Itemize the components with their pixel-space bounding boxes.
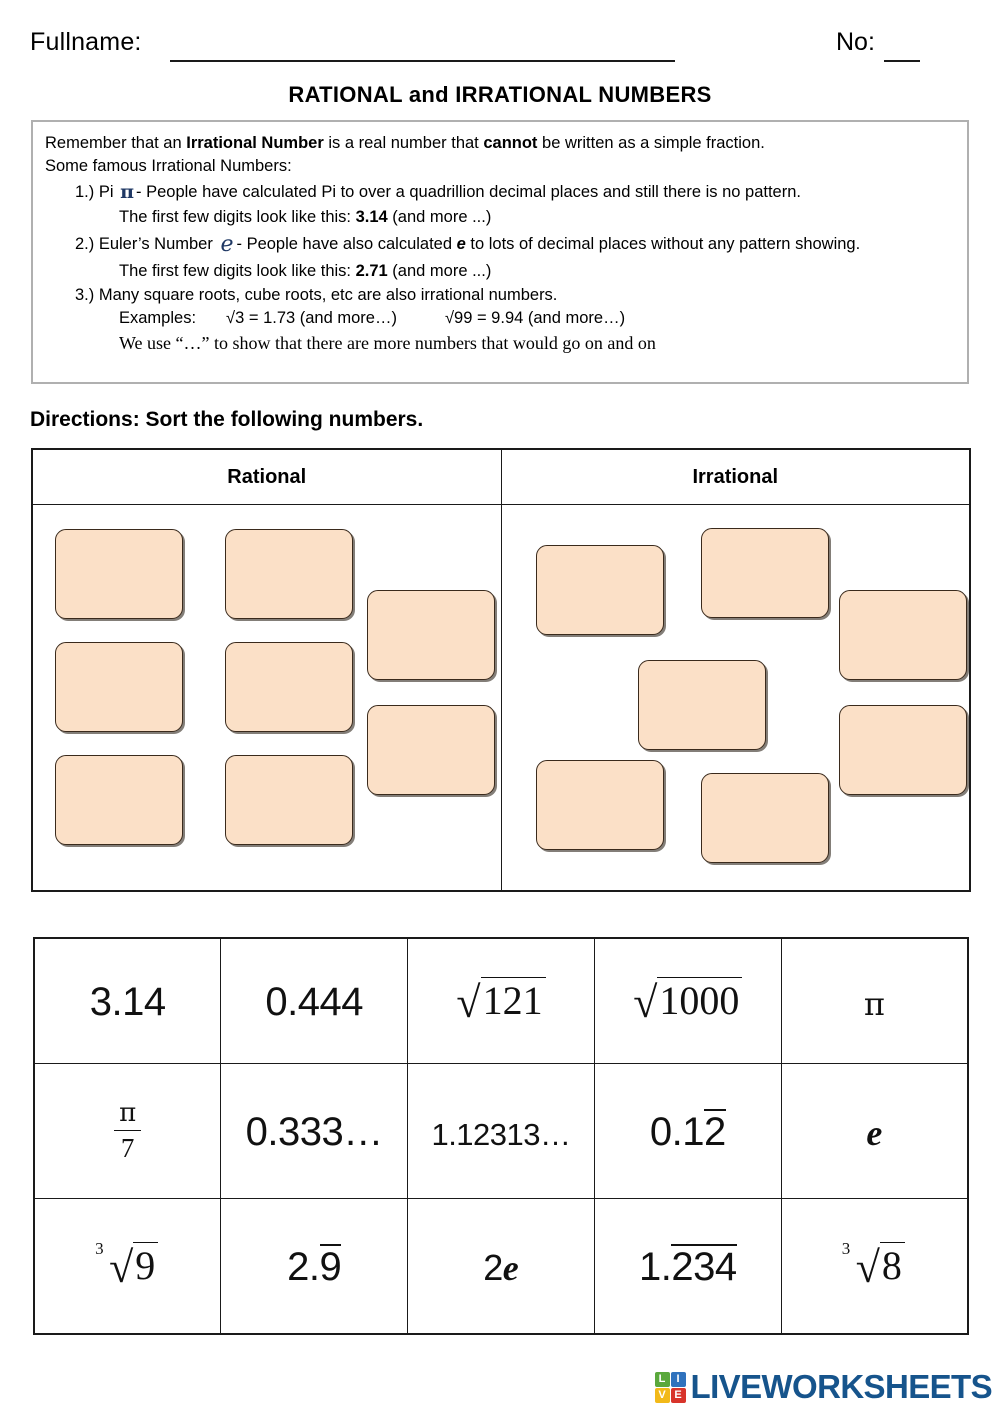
info-item-2-sub — [45, 260, 955, 283]
number-value: 1000 — [657, 977, 742, 1021]
info-line-1-part-e: be written as a simple fraction. — [537, 134, 765, 152]
numbers-table — [33, 937, 969, 1335]
number-tile[interactable] — [221, 1199, 408, 1335]
drop-zone-rational[interactable] — [225, 755, 353, 845]
table-row — [34, 1064, 968, 1199]
drop-zone-rational[interactable] — [55, 529, 183, 619]
cube-root-icon: 3 √9 — [97, 1242, 158, 1290]
column-header-rational: Rational — [33, 450, 502, 505]
repeating-decimal — [639, 1244, 737, 1287]
number-value: 8 — [880, 1242, 905, 1286]
number-tile[interactable] — [221, 1064, 408, 1199]
logo-squares-icon — [655, 1372, 686, 1403]
coefficient: 2 — [483, 1246, 503, 1288]
fraction-numerator: π — [119, 1097, 137, 1128]
info-item-1-sub-a: The first few digits look like this: — [119, 207, 356, 226]
info-item-3-note: We use “…” to show that there are more numbers that would go on and on — [119, 332, 656, 353]
info-item-2 — [45, 229, 955, 260]
drop-zone-rational[interactable] — [55, 642, 183, 732]
info-item-3-examples — [45, 307, 955, 330]
drop-zone-irrational[interactable] — [701, 773, 829, 863]
logo-square-e: E — [671, 1388, 686, 1403]
info-line-1-emphasis: cannot — [483, 134, 538, 152]
number-tile[interactable] — [408, 1199, 595, 1335]
decimal-prefix: 2. — [287, 1244, 320, 1289]
info-item-2-text-a: - People have also calculated — [236, 235, 457, 254]
info-line-1 — [45, 132, 955, 155]
number-tile[interactable] — [34, 1064, 221, 1199]
sort-table-header — [33, 450, 969, 505]
drop-zone-rational[interactable] — [55, 755, 183, 845]
number-tile[interactable] — [408, 938, 595, 1064]
repeating-decimal — [287, 1244, 341, 1287]
number-value: 1.12313… — [431, 1116, 571, 1152]
number-blank-line[interactable] — [884, 60, 920, 62]
drop-zone-irrational[interactable] — [839, 590, 967, 680]
root-index: 3 — [95, 1239, 104, 1258]
euler-e-symbol-icon: e — [502, 1247, 519, 1288]
number-value: 3.14 — [89, 979, 166, 1024]
number-tile[interactable] — [781, 1199, 968, 1335]
info-item-1 — [45, 179, 955, 206]
repeating-digits: 2 — [703, 1109, 726, 1154]
number-tile[interactable] — [34, 1199, 221, 1335]
numbers-table-body — [34, 938, 968, 1334]
info-line-1-term: Irrational Number — [186, 134, 324, 152]
sort-table-body — [33, 505, 969, 890]
info-item-2-prefix: 2.) Euler’s Number — [75, 235, 218, 254]
number-value: 121 — [481, 977, 546, 1021]
info-box — [31, 120, 969, 384]
info-line-2: Some famous Irrational Numbers: — [45, 157, 292, 176]
logo-square-i: I — [671, 1372, 686, 1387]
name-row — [0, 28, 1000, 70]
number-tile[interactable] — [781, 1064, 968, 1199]
info-item-1-text: - People have calculated Pi to over a quadrillion decimal places and still there is no pattern. — [136, 182, 801, 201]
drop-zone-irrational[interactable] — [638, 660, 766, 750]
decimal-prefix: 0.1 — [649, 1109, 704, 1154]
info-item-1-prefix: 1.) Pi — [75, 182, 119, 201]
logo-square-l: L — [655, 1372, 670, 1387]
table-row — [34, 938, 968, 1064]
drop-zone-irrational[interactable] — [701, 528, 829, 618]
drop-zone-irrational[interactable] — [536, 545, 664, 635]
info-item-2-text-c: to lots of decimal places without any pattern showing. — [465, 235, 861, 254]
number-tile[interactable] — [594, 1064, 781, 1199]
info-item-1-sub-c: (and more ...) — [387, 207, 492, 226]
liveworksheets-logo[interactable] — [655, 1368, 992, 1406]
directions-text: Directions: Sort the following numbers. — [30, 408, 424, 431]
number-tile[interactable] — [221, 938, 408, 1064]
pi-symbol-icon: π — [120, 180, 135, 203]
square-root-icon: √121 — [456, 977, 545, 1025]
logo-square-v: V — [655, 1388, 670, 1403]
number-value: 0.333… — [245, 1109, 383, 1154]
column-divider — [501, 505, 502, 890]
number-value: 0.444 — [265, 979, 363, 1024]
sort-table — [31, 448, 971, 892]
info-item-2-sub-c: (and more ...) — [387, 262, 492, 281]
fullname-label: Fullname: — [30, 28, 142, 56]
repeating-digits: 9 — [319, 1244, 342, 1289]
decimal-prefix: 1. — [638, 1244, 672, 1289]
euler-e-symbol-icon: e — [220, 232, 234, 258]
fullname-blank-line[interactable] — [170, 60, 675, 62]
drop-zone-rational[interactable] — [367, 590, 495, 680]
logo-wordmark: LIVEWORKSHEETS — [690, 1368, 992, 1405]
repeating-decimal — [650, 1109, 726, 1152]
repeating-digits: 234 — [671, 1244, 737, 1289]
info-line-1-part-c: is a real number that — [323, 134, 484, 152]
number-tile[interactable] — [781, 938, 968, 1064]
number-label: No: — [836, 28, 875, 56]
fraction-bar — [114, 1130, 141, 1131]
example-sqrt99: √99 = 9.94 (and more…) — [444, 309, 626, 328]
number-value: 9 — [133, 1242, 158, 1286]
fraction — [114, 1099, 141, 1163]
number-tile[interactable] — [594, 938, 781, 1064]
info-item-3: 3.) Many square roots, cube roots, etc are also irrational numbers. — [75, 285, 558, 304]
drop-zone-irrational[interactable] — [536, 760, 664, 850]
number-tile[interactable] — [34, 938, 221, 1064]
root-index: 3 — [841, 1239, 851, 1258]
cube-root-icon: 3 √8 — [844, 1242, 905, 1290]
number-value: π — [863, 984, 885, 1023]
drop-zone-rational[interactable] — [225, 529, 353, 619]
drop-zone-rational[interactable] — [225, 642, 353, 732]
info-item-1-sub — [45, 206, 955, 229]
examples-label: Examples: — [119, 309, 197, 328]
info-item-2-inline-e: e — [456, 235, 466, 254]
info-line-1-part-a: Remember that an — [45, 134, 187, 152]
number-tile[interactable] — [408, 1064, 595, 1199]
page-title: RATIONAL and IRRATIONAL NUMBERS — [288, 82, 712, 107]
column-header-irrational: Irrational — [502, 450, 970, 505]
drop-zone-rational[interactable] — [367, 705, 495, 795]
info-item-1-value: 3.14 — [355, 207, 388, 226]
drop-zone-irrational[interactable] — [839, 705, 967, 795]
info-item-2-value: 2.71 — [355, 262, 388, 281]
number-value: e — [866, 1112, 883, 1153]
info-item-2-sub-a: The first few digits look like this: — [119, 262, 356, 281]
number-tile[interactable] — [594, 1199, 781, 1335]
table-row — [34, 1199, 968, 1335]
example-sqrt3: √3 = 1.73 (and more…) — [226, 309, 397, 328]
square-root-icon: √1000 — [633, 977, 742, 1025]
fraction-denominator: 7 — [120, 1132, 135, 1163]
number-value — [483, 1247, 519, 1287]
